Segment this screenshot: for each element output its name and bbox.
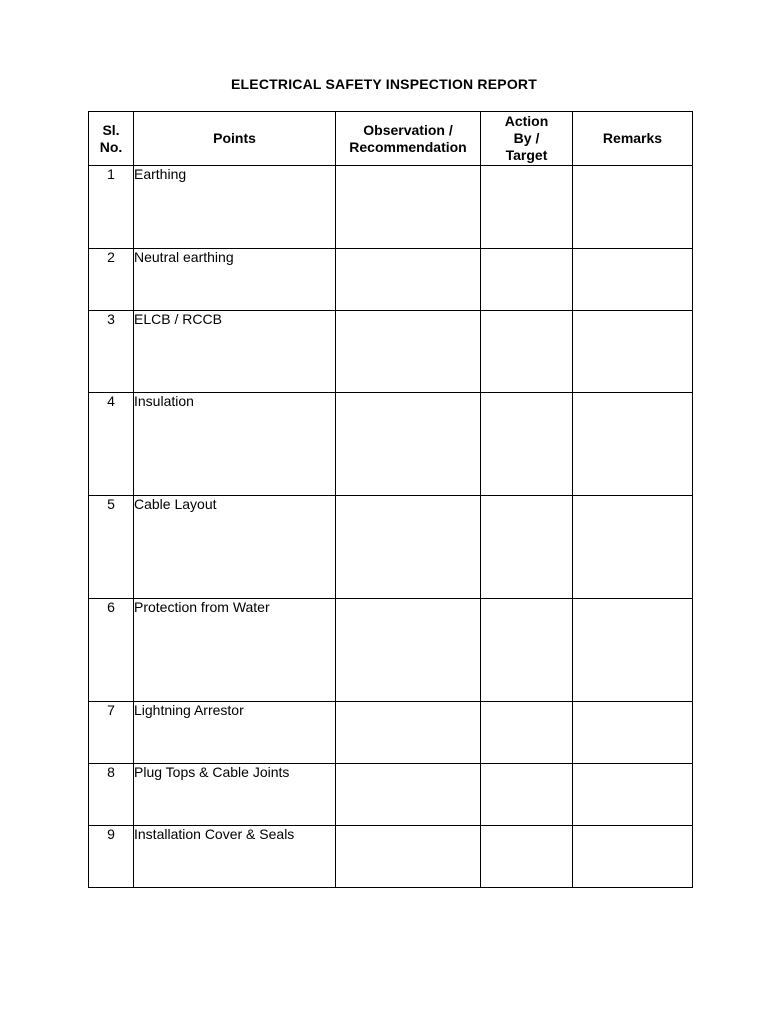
- table-row: [89, 311, 693, 393]
- row-point-cell: Neutral earthing: [134, 249, 336, 311]
- table-row: [89, 599, 693, 702]
- table-row: [89, 249, 693, 311]
- row-point-cell: Installation Cover & Seals: [134, 826, 336, 888]
- row-observation-cell[interactable]: [336, 826, 481, 888]
- table-row: [89, 496, 693, 599]
- row-sl-cell: 6: [89, 599, 134, 702]
- row-sl-cell: 2: [89, 249, 134, 311]
- row-point-cell: ELCB / RCCB: [134, 311, 336, 393]
- row-observation-cell[interactable]: [336, 249, 481, 311]
- row-remarks-cell[interactable]: [573, 393, 693, 496]
- row-action-cell[interactable]: [481, 826, 573, 888]
- row-remarks-cell[interactable]: [573, 599, 693, 702]
- row-action-cell[interactable]: [481, 764, 573, 826]
- row-observation-cell[interactable]: [336, 599, 481, 702]
- row-point-cell: Protection from Water: [134, 599, 336, 702]
- header-sl-line2: No.: [99, 138, 123, 155]
- row-action-cell[interactable]: [481, 249, 573, 311]
- header-action-line3: Target: [505, 147, 548, 163]
- header-sl-no: [89, 112, 134, 166]
- header-remarks-label: Remarks: [602, 130, 663, 146]
- row-action-cell[interactable]: [481, 393, 573, 496]
- row-remarks-cell[interactable]: [573, 311, 693, 393]
- row-sl-cell: 3: [89, 311, 134, 393]
- row-remarks-cell[interactable]: [573, 249, 693, 311]
- table-row: [89, 393, 693, 496]
- header-observation-line2: Recommendation: [349, 138, 467, 155]
- row-observation-cell[interactable]: [336, 702, 481, 764]
- row-sl-cell: 8: [89, 764, 134, 826]
- row-remarks-cell[interactable]: [573, 764, 693, 826]
- row-observation-cell[interactable]: [336, 166, 481, 249]
- row-observation-cell[interactable]: [336, 393, 481, 496]
- row-point-cell: Earthing: [134, 166, 336, 249]
- row-remarks-cell[interactable]: [573, 166, 693, 249]
- row-point-cell: Plug Tops & Cable Joints: [134, 764, 336, 826]
- row-action-cell[interactable]: [481, 496, 573, 599]
- table-header-row: [89, 112, 693, 166]
- row-observation-cell[interactable]: [336, 311, 481, 393]
- header-action-line1: Action: [504, 113, 549, 129]
- row-sl-cell: 7: [89, 702, 134, 764]
- header-remarks: [573, 112, 693, 166]
- report-title: ELECTRICAL SAFETY INSPECTION REPORT: [231, 76, 537, 92]
- row-sl-cell: 4: [89, 393, 134, 496]
- header-action: [481, 112, 573, 166]
- row-sl-cell: 5: [89, 496, 134, 599]
- row-remarks-cell[interactable]: [573, 826, 693, 888]
- table-row: [89, 826, 693, 888]
- row-sl-cell: 9: [89, 826, 134, 888]
- inspection-table: [88, 111, 693, 888]
- row-point-cell: Insulation: [134, 393, 336, 496]
- row-action-cell[interactable]: [481, 702, 573, 764]
- table-row: [89, 702, 693, 764]
- row-sl-cell: 1: [89, 166, 134, 249]
- header-action-line2: By /: [513, 130, 540, 146]
- header-observation-line1: Observation /: [363, 121, 453, 138]
- header-sl-line1: Sl.: [102, 121, 120, 138]
- table-row: [89, 764, 693, 826]
- row-point-cell: Lightning Arrestor: [134, 702, 336, 764]
- row-observation-cell[interactable]: [336, 764, 481, 826]
- row-remarks-cell[interactable]: [573, 496, 693, 599]
- header-points: [134, 112, 336, 166]
- header-points-label: Points: [213, 130, 256, 146]
- row-remarks-cell[interactable]: [573, 702, 693, 764]
- row-action-cell[interactable]: [481, 311, 573, 393]
- table-row: [89, 166, 693, 249]
- header-observation: [336, 112, 481, 166]
- row-action-cell[interactable]: [481, 599, 573, 702]
- row-action-cell[interactable]: [481, 166, 573, 249]
- row-point-cell: Cable Layout: [134, 496, 336, 599]
- row-observation-cell[interactable]: [336, 496, 481, 599]
